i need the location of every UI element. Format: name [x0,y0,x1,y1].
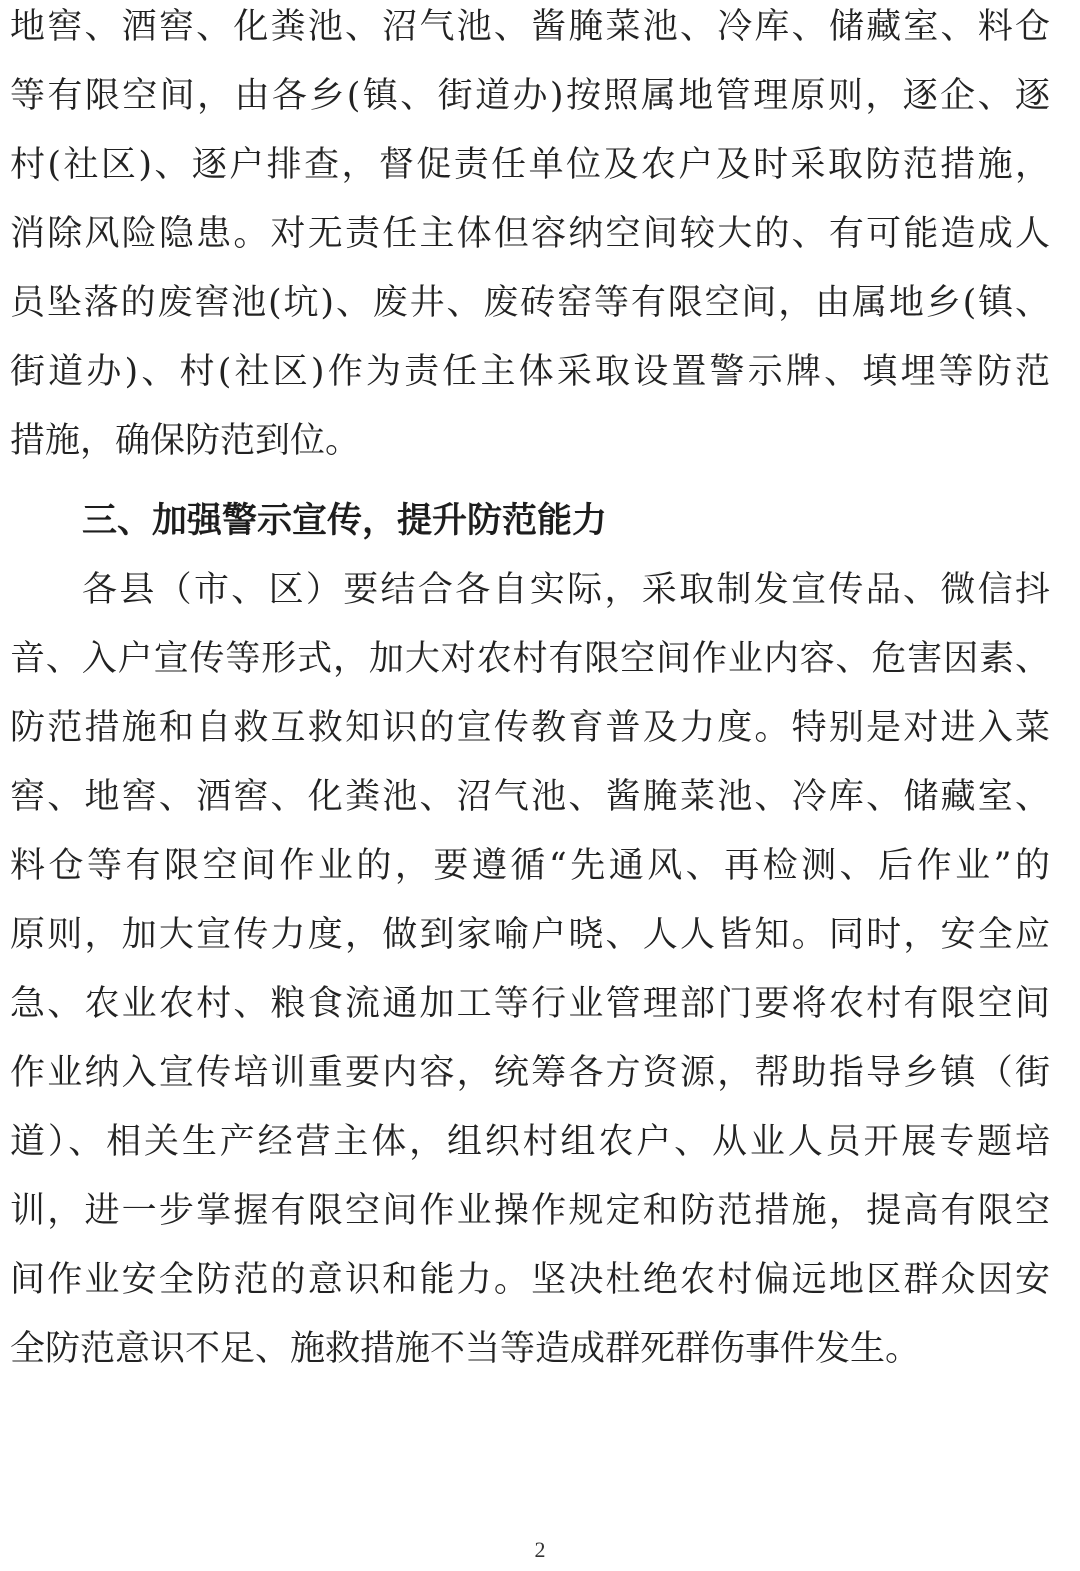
paragraph-line: 间作业安全防范的意识和能力。坚决杜绝农村偏远地区群众因安 [10,1260,1050,1300]
page-number: 2 [534,1537,546,1562]
paragraph-line: 消除风险隐患。对无责任主体但容纳空间较大的、有可能造成人 [10,214,1050,254]
paragraph-line: 村(社区)、逐户排查，督促责任单位及农户及时采取防范措施， [10,145,1050,185]
section-heading: 三、加强警示宣传，提升防范能力 [82,501,608,541]
paragraph-line: 全防范意识不足、施救措施不当等造成群死群伤事件发生。 [10,1329,921,1369]
paragraph-line: 窖、地窖、酒窖、化粪池、沼气池、酱腌菜池、冷库、储藏室、 [10,777,1050,817]
paragraph-line: 急、农业农村、粮食流通加工等行业管理部门要将农村有限空间 [10,984,1050,1024]
paragraph-line: 作业纳入宣传培训重要内容，统筹各方资源，帮助指导乡镇（街 [10,1053,1050,1093]
paragraph-line: 音、入户宣传等形式，加大对农村有限空间作业内容、危害因素、 [10,639,1050,679]
paragraph-line: 道）、相关生产经营主体，组织村组农户、从业人员开展专题培 [10,1122,1050,1162]
paragraph-line: 等有限空间，由各乡(镇、街道办)按照属地管理原则，逐企、逐 [10,76,1050,116]
paragraph-line: 料仓等有限空间作业的，要遵循“先通风、再检测、后作业”的 [10,846,1050,886]
paragraph-line: 各县（市、区）要结合各自实际，采取制发宣传品、微信抖 [82,570,1050,610]
paragraph-line: 原则，加大宣传力度，做到家喻户晓、人人皆知。同时，安全应 [10,915,1050,955]
paragraph-line: 措施，确保防范到位。 [10,421,361,461]
paragraph-line: 地窖、酒窖、化粪池、沼气池、酱腌菜池、冷库、储藏室、料仓 [10,7,1050,47]
paragraph-line: 街道办)、村(社区)作为责任主体采取设置警示牌、填埋等防范 [10,352,1050,392]
paragraph-line: 员坠落的废窖池(坑)、废井、废砖窑等有限空间，由属地乡(镇、 [10,283,1050,323]
paragraph-line: 训，进一步掌握有限空间作业操作规定和防范措施，提高有限空 [10,1191,1050,1231]
paragraph-line: 防范措施和自救互救知识的宣传教育普及力度。特别是对进入菜 [10,708,1050,748]
